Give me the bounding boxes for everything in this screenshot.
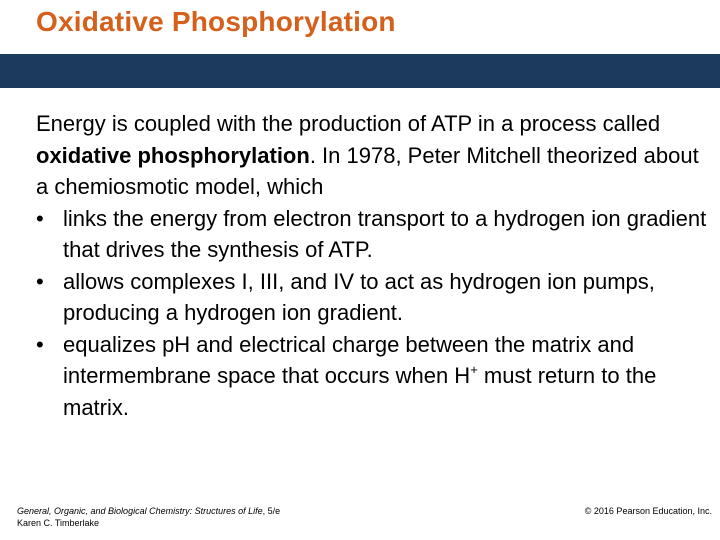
intro-text: Energy is coupled with the production of ATP in a process called: [36, 111, 661, 136]
bullet-text-end: must return to the matrix.: [63, 363, 657, 420]
intro-paragraph: [36, 108, 711, 203]
superscript-plus: +: [470, 362, 478, 377]
footer-citation: [17, 505, 280, 529]
copyright-notice: © 2016 Pearson Education, Inc.: [584, 506, 712, 516]
book-title: General, Organic, and Biological Chemistry: Structures of Life: [17, 506, 263, 516]
bullet-item: [36, 329, 711, 424]
intro-text-end: . In 1978, Peter Mitchell theorized about a chemiosmotic model, which: [36, 142, 699, 199]
bullet-marker: •: [36, 331, 44, 357]
header-banner: [0, 54, 720, 88]
book-author: Karen C. Timberlake: [17, 518, 100, 528]
slide-title: Oxidative Phosphorylation: [36, 6, 396, 37]
slide-body: [36, 108, 711, 423]
bullet-marker: •: [36, 205, 44, 231]
bullet-text: equalizes pH and electrical charge between the matrix and intermembrane space that occurs when H: [63, 331, 635, 388]
bullet-marker: •: [36, 268, 44, 294]
bullet-item: [36, 266, 711, 329]
citation-line: [17, 505, 280, 517]
book-edition: , 5/e: [262, 506, 281, 516]
bullet-item: [36, 203, 711, 266]
intro-bold-term: oxidative phosphorylation: [36, 142, 310, 168]
bullet-text: allows complexes I, III, and IV to act as hydrogen ion pumps, producing a hydrogen ion gradient.: [63, 268, 655, 325]
bullet-text: links the energy from electron transport to a hydrogen ion gradient that drives the synthesis of ATP.: [63, 205, 707, 262]
bullet-list: [36, 203, 711, 424]
